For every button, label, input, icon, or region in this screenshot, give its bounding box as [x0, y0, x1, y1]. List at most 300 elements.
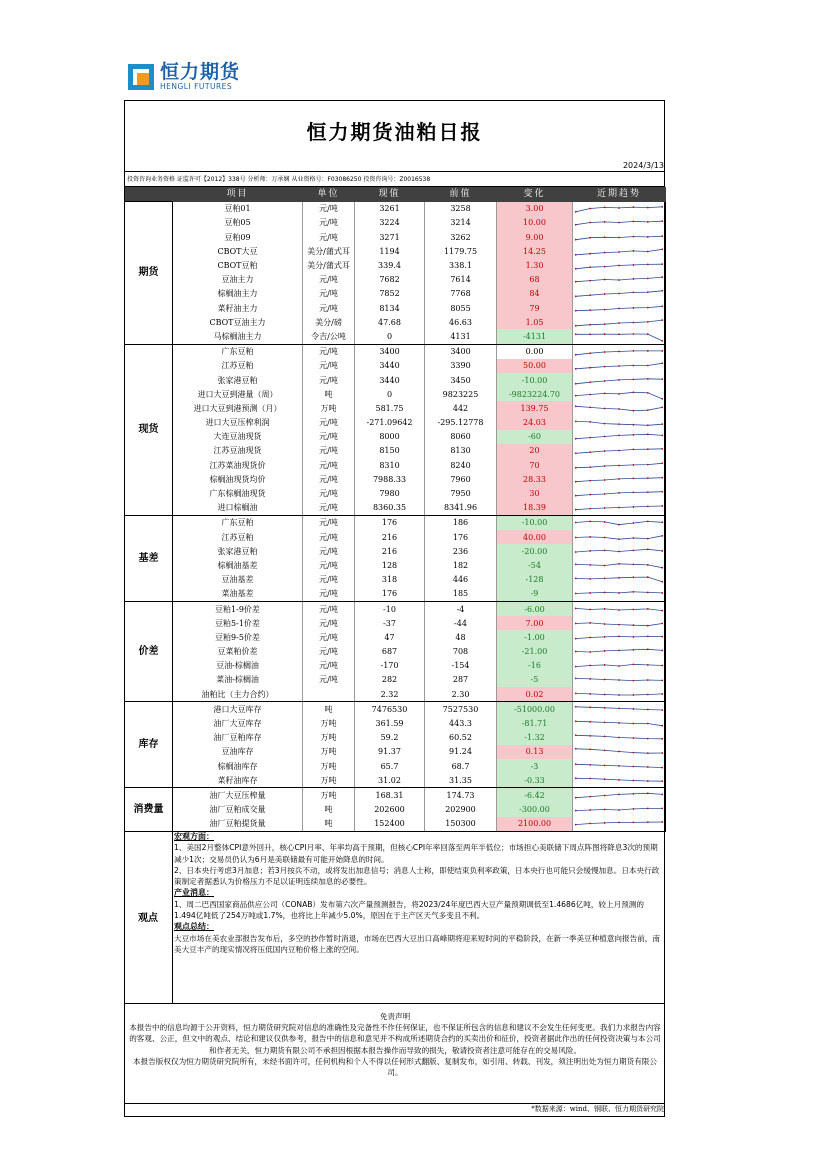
- trend-point: [604, 809, 606, 811]
- table-row: [125, 716, 666, 730]
- current-value: 128: [355, 558, 425, 572]
- previous-value: 442: [425, 401, 497, 415]
- trend-sparkline: [573, 359, 666, 373]
- category-label: 期货: [125, 202, 173, 344]
- trend-point: [661, 290, 663, 292]
- trend-sparkline: [573, 702, 666, 717]
- unit-cell: 元/吨: [303, 659, 355, 673]
- unit-cell: 万吨: [303, 716, 355, 730]
- trend-point: [618, 450, 620, 452]
- current-value: 581.75: [355, 401, 425, 415]
- trend-point: [618, 707, 620, 709]
- table-row: [125, 416, 666, 430]
- trend-point: [661, 821, 663, 823]
- trend-point: [633, 649, 635, 651]
- unit-cell: 元/吨: [303, 558, 355, 572]
- change-value: -21.00: [497, 645, 573, 659]
- previous-value: 182: [425, 558, 497, 572]
- trend-sparkline: [573, 258, 666, 272]
- trend-point: [604, 351, 606, 353]
- trend-point: [647, 576, 649, 578]
- change-value: 68: [497, 273, 573, 287]
- table-row: [125, 788, 666, 803]
- trend-point: [575, 438, 577, 440]
- trend-point: [633, 264, 635, 266]
- trend-point: [647, 548, 649, 550]
- trend-point: [604, 493, 606, 495]
- trend-sparkline: [573, 301, 666, 315]
- trend-point: [575, 394, 577, 396]
- trend-point: [589, 452, 591, 454]
- trend-point: [647, 350, 649, 352]
- unit-cell: 元/吨: [303, 486, 355, 500]
- trend-point: [661, 650, 663, 652]
- trend-point: [575, 495, 577, 497]
- data-source: *数据来源：wind、钢联、恒力期货研究院: [531, 1105, 664, 1113]
- trend-sparkline: [573, 773, 666, 788]
- previous-value: 3262: [425, 230, 497, 244]
- trend-point: [618, 307, 620, 309]
- trend-point: [633, 235, 635, 237]
- header-category: [125, 187, 173, 202]
- trend-point: [589, 222, 591, 224]
- trend-point: [647, 648, 649, 650]
- change-value: 20: [497, 444, 573, 458]
- previous-value: 287: [425, 673, 497, 687]
- trend-point: [575, 651, 577, 653]
- trend-point: [633, 449, 635, 451]
- previous-value: 8060: [425, 430, 497, 444]
- current-value: 8310: [355, 458, 425, 472]
- trend-point: [661, 665, 663, 667]
- previous-value: 3390: [425, 359, 497, 373]
- item-cell: 油厂大豆库存: [173, 716, 303, 730]
- item-cell: 豆菜粕价差: [173, 645, 303, 659]
- trend-point: [604, 636, 606, 638]
- current-value: 318: [355, 573, 425, 587]
- trend-point: [589, 823, 591, 825]
- previous-value: 4131: [425, 329, 497, 344]
- unit-cell: 元/吨: [303, 444, 355, 458]
- unit-cell: 元/吨: [303, 458, 355, 472]
- unit-cell: 元/吨: [303, 616, 355, 630]
- trend-point: [589, 651, 591, 653]
- unit-cell: 万吨: [303, 773, 355, 788]
- trend-point: [575, 578, 577, 580]
- current-value: 47.68: [355, 315, 425, 329]
- trend-point: [604, 366, 606, 368]
- current-value: 0: [355, 387, 425, 401]
- trend-point: [575, 607, 577, 609]
- change-value: 0.02: [497, 687, 573, 702]
- trend-point: [647, 766, 649, 768]
- trend-sparkline: [573, 630, 666, 644]
- item-cell: 进口大豆压榨利润: [173, 416, 303, 430]
- unit-cell: 元/吨: [303, 359, 355, 373]
- unit-cell: 吨: [303, 817, 355, 832]
- trend-point: [633, 477, 635, 479]
- trend-sparkline: [573, 731, 666, 745]
- current-value: 59.2: [355, 731, 425, 745]
- trend-point: [618, 822, 620, 824]
- current-value: 3440: [355, 359, 425, 373]
- trend-point: [575, 405, 577, 407]
- table-row: [125, 687, 666, 702]
- trend-sparkline: [573, 416, 666, 430]
- trend-point: [575, 678, 577, 680]
- change-value: -10.00: [497, 373, 573, 387]
- trend-sparkline: [573, 273, 666, 287]
- trend-point: [589, 406, 591, 408]
- trend-point: [647, 292, 649, 294]
- trend-point: [661, 738, 663, 740]
- change-value: -3: [497, 759, 573, 773]
- header-trend: 近期趋势: [573, 187, 666, 202]
- current-value: 8000: [355, 430, 425, 444]
- change-value: -81.71: [497, 716, 573, 730]
- trend-point: [661, 305, 663, 307]
- trend-point: [589, 309, 591, 311]
- trend-point: [575, 763, 577, 765]
- change-value: -9823224.70: [497, 387, 573, 401]
- trend-point: [604, 693, 606, 695]
- trend-sparkline: [573, 659, 666, 673]
- change-value: -0.33: [497, 773, 573, 788]
- trend-point: [633, 563, 635, 565]
- current-value: 0: [355, 329, 425, 344]
- trend-point: [575, 224, 577, 226]
- trend-point: [618, 563, 620, 565]
- trend-point: [604, 722, 606, 724]
- trend-point: [604, 479, 606, 481]
- item-cell: 豆粕05: [173, 216, 303, 230]
- summary-heading: 观点总结：: [174, 922, 214, 932]
- trend-point: [633, 365, 635, 367]
- current-value: 3261: [355, 202, 425, 216]
- current-value: 8360.35: [355, 501, 425, 516]
- report-title: 恒力期货油粕日报: [306, 120, 483, 144]
- current-value: 7988.33: [355, 472, 425, 486]
- previous-value: 2.30: [425, 687, 497, 702]
- unit-cell: 万吨: [303, 788, 355, 803]
- trend-point: [633, 350, 635, 352]
- trend-point: [575, 296, 577, 298]
- trend-point: [589, 550, 591, 552]
- previous-value: 91.24: [425, 745, 497, 759]
- trend-point: [647, 491, 649, 493]
- trend-point: [618, 251, 620, 253]
- change-value: 7.00: [497, 616, 573, 630]
- table-row: [125, 373, 666, 387]
- previous-value: 202900: [425, 803, 497, 817]
- change-value: -6.42: [497, 788, 573, 803]
- trend-point: [618, 423, 620, 425]
- trend-point: [618, 322, 620, 324]
- trend-point: [618, 279, 620, 281]
- table-row: [125, 401, 666, 415]
- trend-point: [661, 709, 663, 711]
- table-row: [125, 329, 666, 344]
- trend-point: [575, 735, 577, 737]
- previous-value: 3258: [425, 202, 497, 216]
- table-row: [125, 287, 666, 301]
- previous-value: 443.3: [425, 716, 497, 730]
- trend-point: [661, 319, 663, 321]
- trend-sparkline: [573, 430, 666, 444]
- current-value: 2.32: [355, 687, 425, 702]
- trend-point: [618, 722, 620, 724]
- previous-value: 708: [425, 645, 497, 659]
- item-cell: 广东豆粕: [173, 515, 303, 530]
- current-value: 282: [355, 673, 425, 687]
- table-row: [125, 659, 666, 673]
- unit-cell: 万吨: [303, 759, 355, 773]
- trend-point: [618, 478, 620, 480]
- previous-value: 9823225: [425, 387, 497, 401]
- trend-point: [604, 707, 606, 709]
- trend-sparkline: [573, 230, 666, 244]
- trend-point: [589, 764, 591, 766]
- current-value: 31.02: [355, 773, 425, 788]
- item-cell: 江苏菜油现货价: [173, 458, 303, 472]
- unit-cell: 元/吨: [303, 344, 355, 359]
- previous-value: 446: [425, 573, 497, 587]
- trend-point: [575, 421, 577, 423]
- trend-point: [661, 448, 663, 450]
- trend-point: [661, 276, 663, 278]
- trend-point: [647, 521, 649, 523]
- current-value: 7980: [355, 486, 425, 500]
- company-logo: [128, 62, 240, 91]
- trend-point: [633, 207, 635, 209]
- change-value: 40.00: [497, 530, 573, 544]
- unit-cell: 元/吨: [303, 373, 355, 387]
- trend-point: [633, 333, 635, 335]
- trend-point: [589, 381, 591, 383]
- header-change: 变化: [497, 187, 573, 202]
- unit-cell: 元/吨: [303, 416, 355, 430]
- trend-point: [589, 665, 591, 667]
- previous-value: 48: [425, 630, 497, 644]
- trend-point: [604, 423, 606, 425]
- trend-point: [647, 321, 649, 323]
- trend-point: [633, 492, 635, 494]
- trend-point: [618, 809, 620, 811]
- trend-point: [647, 207, 649, 209]
- previous-value: 7768: [425, 287, 497, 301]
- trend-point: [575, 748, 577, 750]
- trend-point: [618, 779, 620, 781]
- trend-point: [604, 279, 606, 281]
- trend-point: [618, 665, 620, 667]
- trend-point: [589, 324, 591, 326]
- change-value: 139.75: [497, 401, 573, 415]
- trend-point: [661, 636, 663, 638]
- unit-cell: 元/吨: [303, 645, 355, 659]
- trend-point: [604, 252, 606, 254]
- trend-sparkline: [573, 558, 666, 572]
- trend-sparkline: [573, 373, 666, 387]
- disclaimer-copyright: 本报告版权仅为恒力期货研究院所有，未经书面许可，任何机构和个人不得以任何形式翻版、复制发布，如引用、转载、刊发，须注明出处为恒力期货有限公司。: [133, 1056, 657, 1078]
- trend-point: [618, 793, 620, 795]
- change-value: 70: [497, 458, 573, 472]
- current-value: 3400: [355, 344, 425, 359]
- trend-point: [647, 449, 649, 451]
- trend-sparkline: [573, 216, 666, 230]
- unit-cell: 元/吨: [303, 216, 355, 230]
- trend-point: [618, 592, 620, 594]
- trend-point: [575, 238, 577, 240]
- current-value: 3224: [355, 216, 425, 230]
- trend-sparkline: [573, 601, 666, 616]
- unit-cell: 元/吨: [303, 515, 355, 530]
- trend-point: [589, 578, 591, 580]
- cert-line: 投资咨询业务资格 证监许可【2012】338号 分析师：万承娴 从业资格号：F03086250 投资咨询号：Z0016538: [127, 176, 431, 183]
- item-cell: CBOT豆粕: [173, 258, 303, 272]
- unit-cell: 元/吨: [303, 501, 355, 516]
- item-cell: 豆油-棕榈油: [173, 659, 303, 673]
- trend-point: [575, 368, 577, 370]
- trend-point: [647, 222, 649, 224]
- trend-point: [661, 406, 663, 408]
- trend-point: [647, 264, 649, 266]
- trend-point: [618, 694, 620, 696]
- trend-point: [604, 392, 606, 394]
- trend-point: [589, 266, 591, 268]
- trend-point: [647, 753, 649, 755]
- trend-point: [647, 477, 649, 479]
- trend-point: [618, 623, 620, 625]
- previous-value: 236: [425, 544, 497, 558]
- trend-sparkline: [573, 287, 666, 301]
- report-date: 2024/3/13: [622, 161, 664, 170]
- trend-sparkline: [573, 244, 666, 258]
- trend-point: [633, 378, 635, 380]
- table-row: [125, 673, 666, 687]
- trend-point: [589, 208, 591, 210]
- trend-point: [647, 592, 649, 594]
- trend-point: [589, 693, 591, 695]
- current-value: 3440: [355, 373, 425, 387]
- trend-sparkline: [573, 387, 666, 401]
- current-value: 687: [355, 645, 425, 659]
- trend-point: [589, 333, 591, 335]
- trend-point: [647, 377, 649, 379]
- trend-point: [633, 793, 635, 795]
- trend-point: [589, 809, 591, 811]
- change-value: 1.05: [497, 315, 573, 329]
- change-value: 10.00: [497, 216, 573, 230]
- trend-point: [647, 708, 649, 710]
- table-row: [125, 558, 666, 572]
- trend-point: [604, 308, 606, 310]
- unit-cell: 万吨: [303, 745, 355, 759]
- trend-point: [589, 253, 591, 255]
- unit-cell: 元/吨: [303, 544, 355, 558]
- previous-value: 1179.75: [425, 244, 497, 258]
- trend-point: [589, 536, 591, 538]
- change-value: -60: [497, 430, 573, 444]
- previous-value: -295.12778: [425, 416, 497, 430]
- trend-sparkline: [573, 788, 666, 803]
- trend-point: [604, 750, 606, 752]
- logo-cn-text: 恒力期货: [160, 61, 241, 83]
- trend-point: [589, 679, 591, 681]
- trend-point: [604, 465, 606, 467]
- macro-heading: 宏观方面：: [174, 832, 214, 841]
- data-table: [124, 187, 666, 832]
- item-cell: 棕榈油现货均价: [173, 472, 303, 486]
- item-cell: 江苏豆油现货: [173, 444, 303, 458]
- trend-point: [589, 721, 591, 723]
- change-value: 14.25: [497, 244, 573, 258]
- previous-value: 3214: [425, 216, 497, 230]
- trend-point: [661, 340, 663, 342]
- trend-point: [633, 250, 635, 252]
- trend-point: [661, 522, 663, 524]
- trend-point: [661, 378, 663, 380]
- trend-point: [589, 777, 591, 779]
- header-unit: 单位: [303, 187, 355, 202]
- trend-point: [633, 752, 635, 754]
- trend-point: [575, 254, 577, 256]
- trend-point: [618, 538, 620, 540]
- trend-point: [633, 410, 635, 412]
- item-cell: 豆粕01: [173, 202, 303, 216]
- trend-point: [618, 265, 620, 267]
- unit-cell: 元/吨: [303, 287, 355, 301]
- unit-cell: 令吉/公吨: [303, 329, 355, 344]
- table-row: [125, 486, 666, 500]
- trend-point: [604, 266, 606, 268]
- unit-cell: 吨: [303, 803, 355, 817]
- previous-value: 46.63: [425, 315, 497, 329]
- table-row: [125, 759, 666, 773]
- trend-point: [604, 565, 606, 567]
- previous-value: 7950: [425, 486, 497, 500]
- category-label: 价差: [125, 601, 173, 701]
- trend-point: [589, 352, 591, 354]
- table-row: [125, 230, 666, 244]
- previous-value: -154: [425, 659, 497, 673]
- table-row: [125, 544, 666, 558]
- table-row: [125, 344, 666, 359]
- unit-cell: 吨: [303, 387, 355, 401]
- trend-point: [647, 808, 649, 810]
- macro-point-1: 1、美国2月整体CPI意外回升，核心CPI月率、年率均高于预期，但核心CPI年率回落至两年半低位；市场担心美联储下周点阵图将降息3次的预期减少1次；交易员仍认为6月是美联储最有可能开始降息的时间。: [174, 843, 658, 864]
- item-cell: 马棕榈油主力: [173, 329, 303, 344]
- trend-point: [604, 650, 606, 652]
- trend-point: [633, 278, 635, 280]
- trend-point: [575, 354, 577, 356]
- disclaimer-body: 本报告中的信息均源于公开资料，恒力期货研究院对信息的准确性及完备性不作任何保证，也不保证所包含的信息和建议不会发生任何变更。我们力求报告内容的客观、公正，但文中的观点、结论和建议仅供参考，报告中的信息和意见并不构成所述期货合约的买卖出价和征价，投资者据此作出的任何投资决策与本公司和作者无关，恒力期货有限公司不承担因根据本报告操作而导致的损失，敬请投资者注意可能存在的交易风险。: [129, 1023, 661, 1055]
- trend-point: [575, 466, 577, 468]
- previous-value: 8055: [425, 301, 497, 315]
- trend-point: [661, 780, 663, 782]
- trend-point: [575, 824, 577, 826]
- item-cell: 大连豆油现货: [173, 430, 303, 444]
- trend-point: [589, 592, 591, 594]
- category-label: 库存: [125, 702, 173, 788]
- change-value: -9: [497, 587, 573, 602]
- trend-point: [661, 477, 663, 479]
- trend-point: [647, 792, 649, 794]
- table-row: [125, 702, 666, 717]
- previous-value: 8130: [425, 444, 497, 458]
- trend-point: [575, 777, 577, 779]
- trend-point: [647, 537, 649, 539]
- trend-point: [633, 464, 635, 466]
